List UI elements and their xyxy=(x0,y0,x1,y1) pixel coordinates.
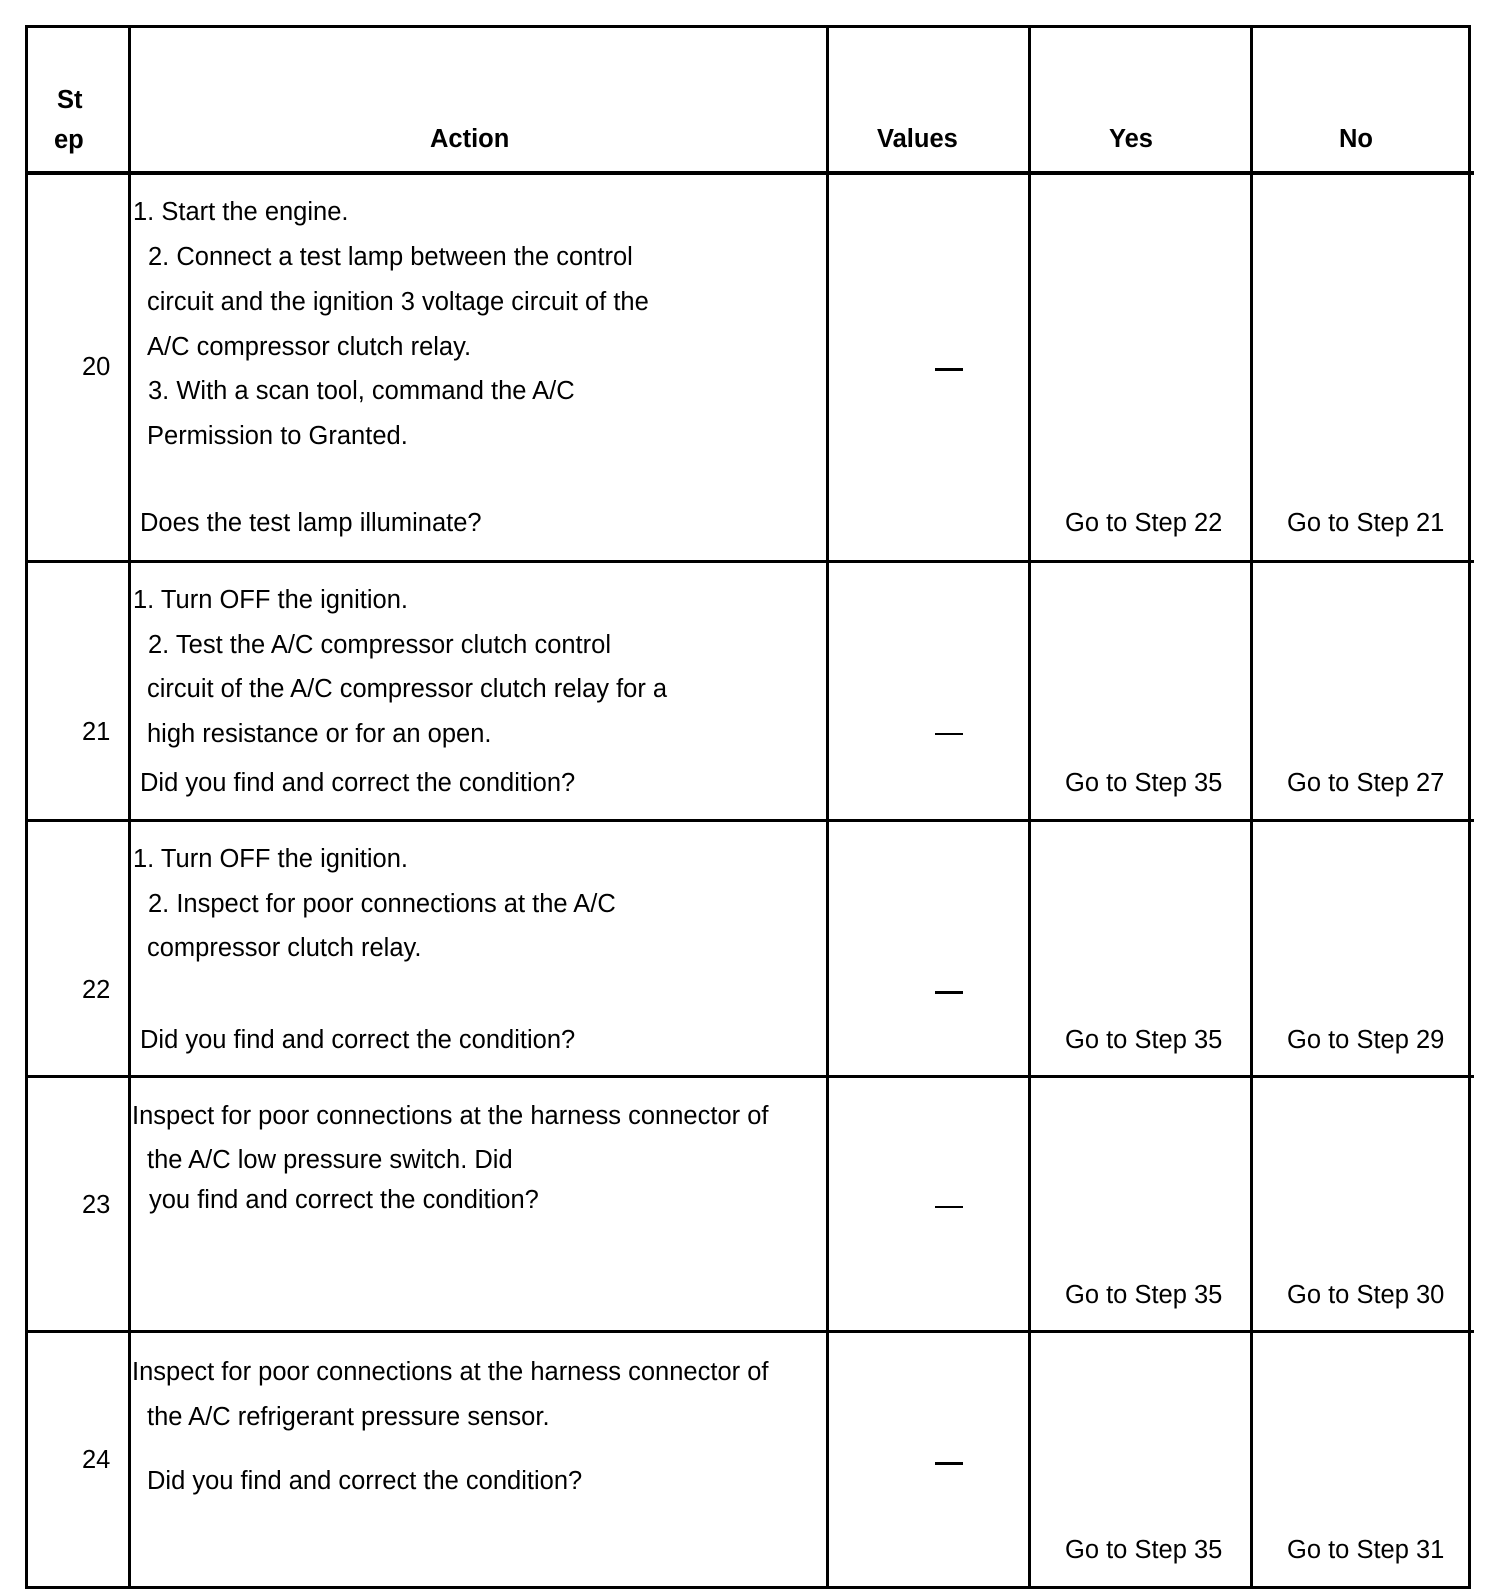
header-step-line2: ep xyxy=(54,126,84,154)
table-right-border xyxy=(1468,25,1471,1589)
action-line: 2. Test the A/C compressor clutch control xyxy=(148,631,611,659)
yes-result: Go to Step 35 xyxy=(1065,1281,1223,1309)
table-bottom-border xyxy=(25,1586,1471,1589)
action-question: Did you find and correct the condition? xyxy=(140,769,576,797)
action-line: you find and correct the condition? xyxy=(149,1186,539,1214)
column-divider xyxy=(826,25,829,1589)
action-line: Inspect for poor connections at the harness connector of xyxy=(132,1358,769,1386)
yes-result: Go to Step 22 xyxy=(1065,509,1223,537)
value-dash xyxy=(935,991,963,994)
value-dash xyxy=(935,733,963,735)
row-divider xyxy=(25,560,1474,563)
action-line: circuit of the A/C compressor clutch relay for a xyxy=(147,675,668,703)
header-step-line1: St xyxy=(57,86,83,114)
action-line: 1. Turn OFF the ignition. xyxy=(133,586,408,614)
no-result: Go to Step 27 xyxy=(1287,769,1445,797)
action-question: Did you find and correct the condition? xyxy=(140,1026,576,1054)
value-dash xyxy=(935,1462,963,1465)
column-divider xyxy=(1028,25,1031,1589)
no-result: Go to Step 31 xyxy=(1287,1536,1445,1564)
action-line: circuit and the ignition 3 voltage circuit of the xyxy=(147,288,649,316)
column-divider xyxy=(128,25,131,1589)
no-result: Go to Step 30 xyxy=(1287,1281,1445,1309)
no-result: Go to Step 29 xyxy=(1287,1026,1445,1054)
column-divider xyxy=(1250,25,1253,1589)
step-number: 21 xyxy=(82,718,111,746)
step-number: 24 xyxy=(82,1446,111,1474)
header-no: No xyxy=(1339,125,1373,153)
action-line: the A/C refrigerant pressure sensor. xyxy=(147,1403,550,1431)
step-number: 23 xyxy=(82,1191,111,1219)
yes-result: Go to Step 35 xyxy=(1065,1026,1223,1054)
yes-result: Go to Step 35 xyxy=(1065,769,1223,797)
row-divider xyxy=(25,1330,1474,1333)
header-action: Action xyxy=(430,125,510,153)
action-line: Inspect for poor connections at the harness connector of xyxy=(132,1102,769,1130)
action-line: 1. Turn OFF the ignition. xyxy=(133,845,408,873)
step-number: 22 xyxy=(82,976,111,1004)
table-left-border xyxy=(25,25,28,1589)
action-question: Did you find and correct the condition? xyxy=(147,1467,583,1495)
header-yes: Yes xyxy=(1109,125,1153,153)
header-values: Values xyxy=(877,125,958,153)
action-line: the A/C low pressure switch. Did xyxy=(147,1146,513,1174)
yes-result: Go to Step 35 xyxy=(1065,1536,1223,1564)
step-number: 20 xyxy=(82,353,111,381)
header-bottom-border xyxy=(25,171,1474,175)
action-line: 1. Start the engine. xyxy=(133,198,349,226)
action-line: A/C compressor clutch relay. xyxy=(147,333,472,361)
value-dash xyxy=(935,1206,963,1208)
action-line: Permission to Granted. xyxy=(147,422,408,450)
row-divider xyxy=(25,1075,1474,1078)
no-result: Go to Step 21 xyxy=(1287,509,1445,537)
action-line: 2. Inspect for poor connections at the A/C xyxy=(148,890,616,918)
action-line: compressor clutch relay. xyxy=(147,934,422,962)
value-dash xyxy=(935,368,963,371)
row-divider xyxy=(25,819,1474,822)
action-question: Does the test lamp illuminate? xyxy=(140,509,482,537)
table-top-border xyxy=(25,25,1471,28)
action-line: 2. Connect a test lamp between the control xyxy=(148,243,633,271)
action-line: high resistance or for an open. xyxy=(147,720,492,748)
action-line: 3. With a scan tool, command the A/C xyxy=(148,377,575,405)
